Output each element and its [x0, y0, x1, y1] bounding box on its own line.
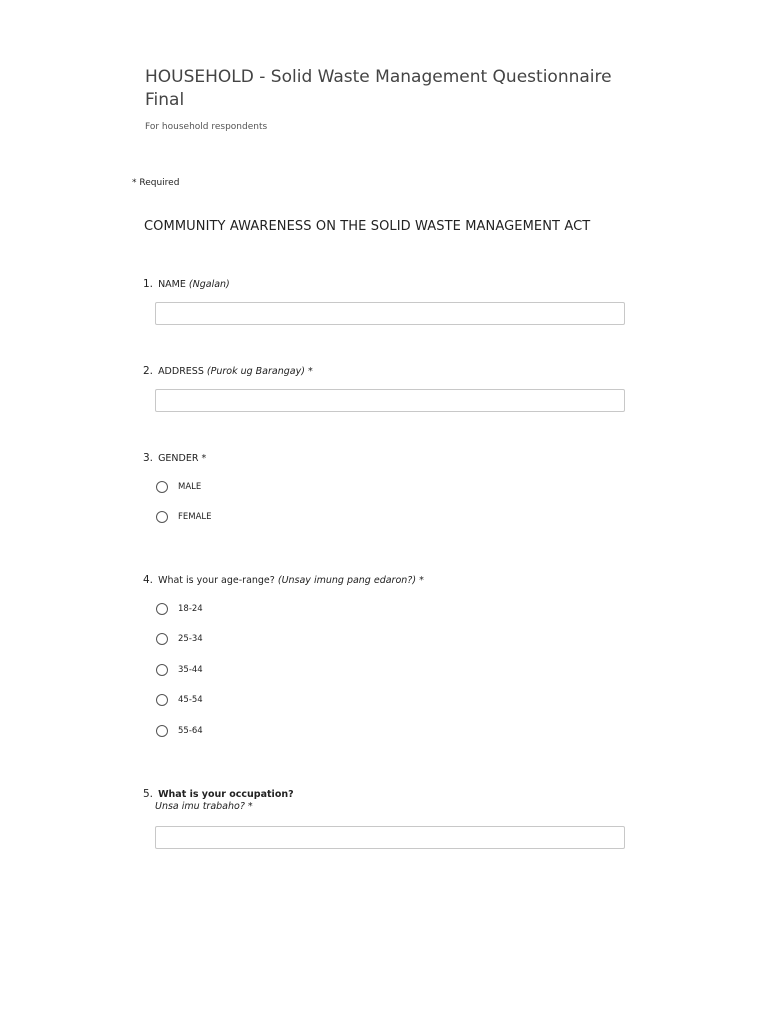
- age-option-55-64[interactable]: [156, 724, 203, 738]
- required-asterisk: *: [307, 366, 313, 377]
- address-input[interactable]: [155, 389, 625, 412]
- question-3-label: [143, 452, 206, 464]
- option-label: 55-64: [178, 726, 203, 736]
- radio-button[interactable]: [156, 694, 168, 706]
- required-asterisk: *: [201, 453, 207, 464]
- required-asterisk: *: [247, 801, 253, 812]
- question-1-text: NAME: [158, 279, 186, 290]
- radio-button[interactable]: [156, 725, 168, 737]
- option-label: 25-34: [178, 634, 203, 644]
- question-5-text: What is your occupation?: [158, 789, 294, 800]
- question-4-translation: (Unsay imung pang edaron?): [277, 575, 417, 586]
- age-option-45-54[interactable]: [156, 693, 203, 707]
- radio-button[interactable]: [156, 664, 168, 676]
- form-title: HOUSEHOLD - Solid Waste Management Questionnaire Final: [145, 67, 612, 110]
- radio-button[interactable]: [156, 511, 168, 523]
- option-label: MALE: [178, 482, 202, 492]
- question-3-number: 3.: [143, 452, 154, 464]
- radio-button[interactable]: [156, 481, 168, 493]
- question-1-number: 1.: [143, 278, 154, 290]
- question-1-label: [143, 278, 230, 290]
- question-4-number: 4.: [143, 574, 154, 586]
- occupation-input[interactable]: [155, 826, 625, 849]
- required-note: * Required: [132, 178, 180, 188]
- radio-button[interactable]: [156, 633, 168, 645]
- question-5-translation: Unsa imu trabaho?: [155, 801, 245, 812]
- name-input[interactable]: [155, 302, 625, 325]
- question-5-number: 5.: [143, 788, 154, 800]
- gender-option-male[interactable]: [156, 480, 201, 494]
- option-label: FEMALE: [178, 512, 212, 522]
- question-3-text: GENDER: [158, 453, 199, 464]
- gender-option-female[interactable]: [156, 510, 212, 524]
- section-title: COMMUNITY AWARENESS ON THE SOLID WASTE MANAGEMENT ACT: [144, 219, 591, 234]
- required-asterisk: *: [419, 575, 424, 586]
- age-option-18-24[interactable]: [156, 602, 203, 616]
- option-label: 18-24: [178, 604, 203, 614]
- age-option-25-34[interactable]: [156, 632, 203, 646]
- age-option-35-44[interactable]: [156, 663, 203, 677]
- form-subtitle: For household respondents: [145, 122, 268, 132]
- question-2-label: [143, 365, 313, 377]
- radio-button[interactable]: [156, 603, 168, 615]
- option-label: 45-54: [178, 695, 203, 705]
- question-2-translation: (Purok ug Barangay): [206, 366, 305, 377]
- question-2-number: 2.: [143, 365, 154, 377]
- question-1-translation: (Ngalan): [188, 279, 230, 290]
- question-4-text: What is your age-range?: [158, 575, 275, 586]
- question-4-label: [143, 574, 424, 586]
- question-5-translation-line: [155, 801, 253, 812]
- option-label: 35-44: [178, 665, 203, 675]
- question-2-text: ADDRESS: [158, 366, 204, 377]
- question-5-label: [143, 788, 294, 800]
